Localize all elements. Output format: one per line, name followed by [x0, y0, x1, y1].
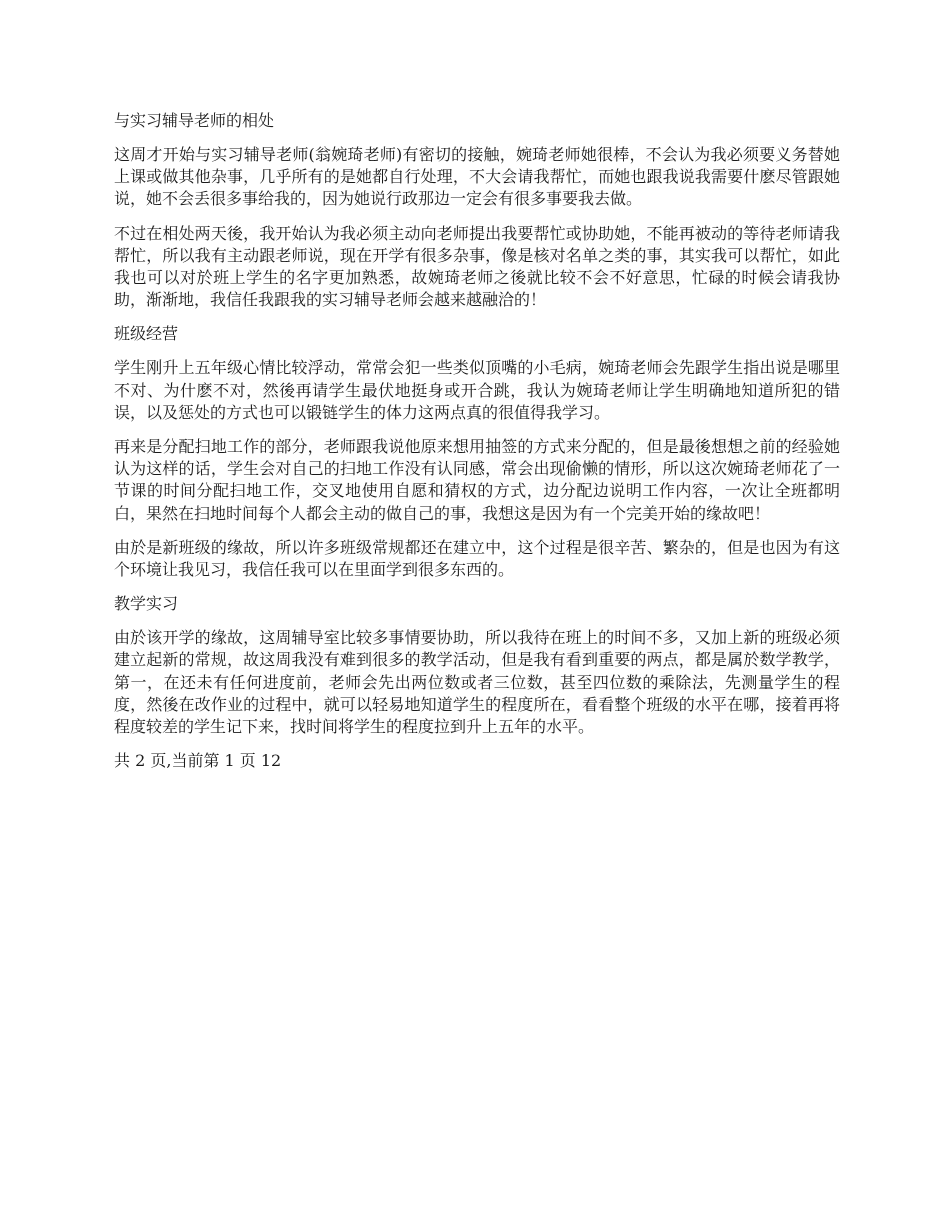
document-body [114, 110, 840, 772]
paragraph: 由於该开学的缘故，这周辅导室比较多事情要协助，所以我待在班上的时间不多，又加上新的班级必须建立起新的常规，故这周我没有难到很多的教学活动，但是我有看到重要的两点，都是属於数学教学，第一，在还未有任何进度前，老师会先出两位数或者三位数，甚至四位数的乘除法，先测量学生的程度，然後在改作业的过程中，就可以轻易地知道学生的程度所在，看看整个班级的水平在哪，接着再将程度较差的学生记下来，找时间将学生的程度拉到升上五年的水平。 [114, 628, 840, 737]
paragraph: 由於是新班级的缘故，所以许多班级常规都还在建立中，这个过程是很辛苦、繁杂的，但是也因为有这个环境让我见习，我信任我可以在里面学到很多东西的。 [114, 537, 840, 580]
paragraph: 学生刚升上五年级心情比较浮动，常常会犯一些类似顶嘴的小毛病，婉琦老师会先跟学生指出说是哪里不对、为什麽不对，然後再请学生最伏地挺身或开合跳，我认为婉琦老师让学生明确地知道所犯的错误，以及惩处的方式也可以锻链学生的体力这两点真的很值得我学习。 [114, 358, 840, 422]
paragraph: 不过在相处两天後，我开始认为我必须主动向老师提出我要帮忙或协助她，不能再被动的等待老师请我帮忙，所以我有主动跟老师说，现在开学有很多杂事，像是核对名单之类的事，其实我可以帮忙，如此我也可以对於班上学生的名字更加熟悉，故婉琦老师之後就比较不会不好意思，忙碌的时候会请我协助，渐渐地，我信任我跟我的实习辅导老师会越来越融洽的！ [114, 223, 840, 310]
section-heading-teaching-practice: 教学实习 [114, 594, 179, 614]
page-indicator: 共 2 页,当前第 1 页 12 [114, 751, 282, 771]
paragraph: 这周才开始与实习辅导老师(翁婉琦老师)有密切的接触，婉琦老师她很棒，不会认为我必须要义务替她上课或做其他杂事，几乎所有的是她都自行处理，不大会请我帮忙，而她也跟我说我需要什麽尽管跟她说，她不会丢很多事给我的，因为她说行政那边一定会有很多事要我去做。 [114, 145, 840, 209]
paragraph: 再来是分配扫地工作的部分，老师跟我说他原来想用抽签的方式来分配的，但是最後想想之前的经验她认为这样的话，学生会对自己的扫地工作没有认同感，常会出现偷懒的情形，所以这次婉琦老师花了一节课的时间分配扫地工作，交叉地使用自愿和猜权的方式，边分配边说明工作内容，一次让全班都明白，果然在扫地时间每个人都会主动的做自己的事，我想这是因为有一个完美开始的缘故吧！ [114, 437, 840, 523]
section-heading-mentor: 与实习辅导老师的相处 [114, 111, 275, 130]
section-heading-class-management: 班级经营 [114, 324, 179, 344]
